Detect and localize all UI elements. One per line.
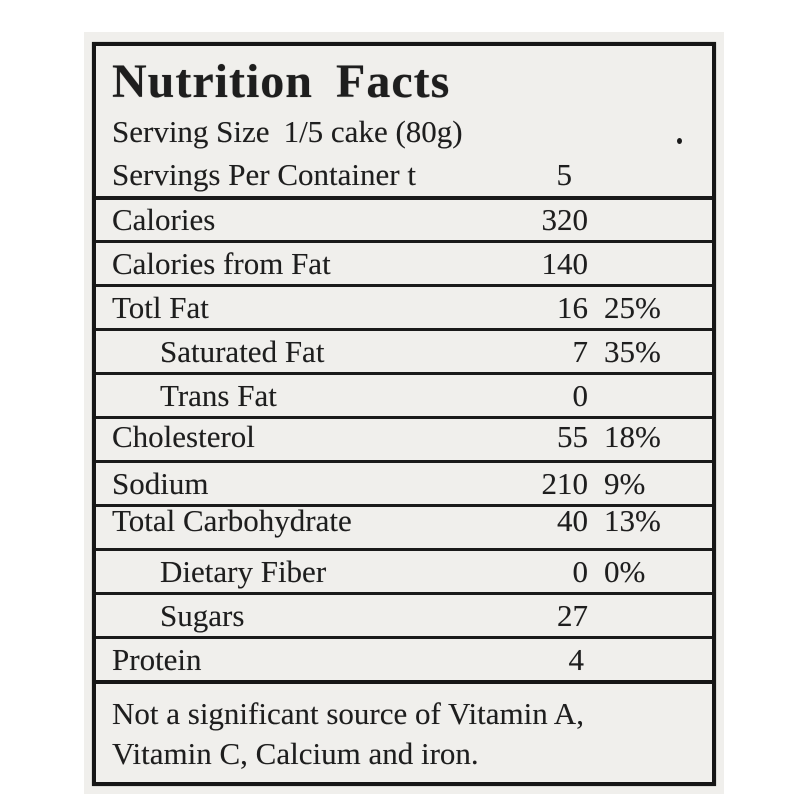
row-calories-from-fat xyxy=(96,240,712,284)
nutrient-amount: 320 xyxy=(541,202,588,237)
nutrient-amount: 0 xyxy=(572,553,588,589)
nutrient-dv: 35% xyxy=(604,333,661,369)
label-title: Nutrition Facts xyxy=(112,55,451,108)
nutrient-amount: 27 xyxy=(557,597,588,633)
nutrient-amount: 40 xyxy=(557,502,588,538)
row-dietary-fiber xyxy=(96,548,712,592)
row-sodium xyxy=(96,460,712,504)
nutrient-amount: 4 xyxy=(568,641,584,677)
row-calories xyxy=(96,196,712,240)
nutrient-dv: 25% xyxy=(604,289,661,325)
nutrient-name: Cholesterol xyxy=(112,418,255,454)
row-sugars xyxy=(96,592,712,636)
nutrition-label xyxy=(92,42,716,786)
nutrient-name: Protein xyxy=(112,641,202,677)
nutrient-name: Trans Fat xyxy=(160,377,277,413)
nutrient-amount: 16 xyxy=(557,289,588,325)
nutrient-dv: 18% xyxy=(604,418,661,454)
nutrient-dv: 9% xyxy=(604,465,646,501)
nutrient-name: Total Carbohydrate xyxy=(112,502,352,538)
nutrient-dv: 13% xyxy=(604,502,661,538)
nutrient-amount: 140 xyxy=(541,245,588,281)
serving-size-value: 1/5 cake (80g) xyxy=(283,114,463,149)
nutrient-name: Calories xyxy=(112,202,216,237)
row-saturated-fat xyxy=(96,328,712,372)
nutrient-rows xyxy=(96,196,712,680)
nutrient-name: Saturated Fat xyxy=(160,333,325,369)
row-cholesterol xyxy=(96,416,712,460)
nutrient-name: Calories from Fat xyxy=(112,245,331,281)
servings-per-container-label: Servings Per Container t xyxy=(112,157,416,192)
footnote-line-2: Vitamin C, Calcium and iron. xyxy=(112,736,479,771)
nutrient-amount: 7 xyxy=(572,333,588,369)
nutrient-name: Sugars xyxy=(160,597,245,633)
nutrient-amount: 55 xyxy=(557,418,588,454)
row-protein xyxy=(96,636,712,680)
nutrient-name: Sodium xyxy=(112,465,209,501)
serving-size-label: Serving Size xyxy=(112,114,270,149)
servings-per-container-value: 5 xyxy=(556,157,572,192)
nutrient-amount: 210 xyxy=(541,465,588,501)
footnote-line-1: Not a significant source of Vitamin A, xyxy=(112,696,584,731)
nutrient-name: Dietary Fiber xyxy=(160,553,327,589)
scan-speck xyxy=(677,138,682,144)
row-total-carbohydrate xyxy=(96,504,712,548)
label-paper xyxy=(84,32,724,794)
footnote xyxy=(96,680,712,782)
nutrient-dv: 0% xyxy=(604,553,646,589)
serving-size-row xyxy=(112,110,696,154)
servings-per-container-row xyxy=(112,154,696,196)
row-trans-fat xyxy=(96,372,712,416)
nutrient-amount: 0 xyxy=(572,377,588,413)
nutrient-name: Totl Fat xyxy=(112,289,209,325)
label-header xyxy=(96,46,712,196)
row-total-fat xyxy=(96,284,712,328)
